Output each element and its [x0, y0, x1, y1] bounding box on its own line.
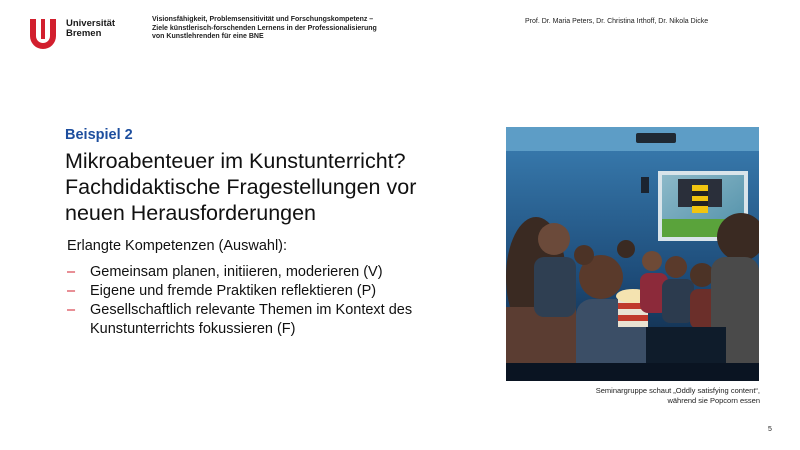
competence-item — [67, 263, 487, 282]
university-logo — [26, 16, 146, 52]
bullet-dash-icon: – — [67, 264, 76, 280]
photo-caption-line: während sie Popcorn essen — [667, 396, 760, 405]
slide-kicker: Beispiel 2 — [65, 127, 133, 143]
competence-item — [67, 301, 487, 339]
university-logo-text: Universität Bremen — [66, 18, 116, 39]
page-number: 5 — [768, 426, 772, 433]
seminar-photo-image — [506, 127, 759, 381]
slide-title-line: Mikroabenteuer im Kunstunterricht? — [65, 149, 406, 173]
bullet-dash-icon: – — [67, 283, 76, 299]
header-title — [152, 16, 452, 42]
slide-title-line: neuen Herausforderungen — [65, 201, 317, 225]
header-authors: Prof. Dr. Maria Peters, Dr. Christina Irthoff, Dr. Nikola Dicke — [525, 18, 709, 25]
competence-list — [67, 263, 487, 339]
slide-title — [65, 148, 416, 226]
competence-item-text: Gemeinsam planen, initiieren, moderieren (V) — [90, 264, 383, 280]
seminar-photo — [506, 127, 759, 381]
header-title-line: Visionsfähigkeit, Problemsensitivität und Forschungskompetenz – — [152, 16, 374, 23]
university-logo-icon — [26, 16, 60, 50]
competence-subhead: Erlangte Kompetenzen (Auswahl): — [67, 238, 288, 254]
slide-title-line: Fachdidaktische Fragestellungen vor — [65, 175, 417, 199]
competence-item — [67, 282, 487, 301]
bullet-dash-icon: – — [67, 302, 76, 318]
competence-item-text: Eigene und fremde Praktiken reflektieren (P) — [90, 283, 377, 299]
photo-caption — [506, 386, 760, 406]
header-title-line: Ziele künstlerisch-forschenden Lernens in der Professionalisierung — [152, 24, 377, 32]
competence-item-text: Gesellschaftlich relevante Themen im Kontext des Kunstunterrichts fokussieren (F) — [90, 302, 413, 337]
photo-caption-line: Seminargruppe schaut „Oddly satisfying content“, — [595, 386, 760, 395]
header-title-line: von Kunstlehrenden für eine BNE — [152, 33, 264, 41]
